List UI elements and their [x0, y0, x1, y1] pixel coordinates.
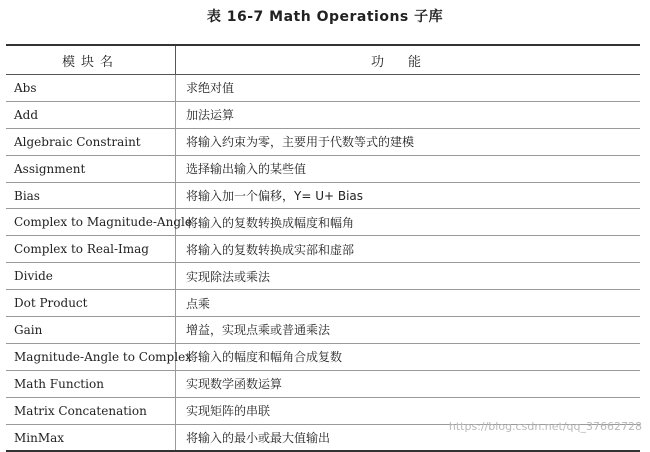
watermark: https://blog.csdn.net/qq_37662728 [448, 420, 642, 433]
function-cell: 将输入的幅度和幅角合成复数 [186, 350, 343, 365]
function-cell: 将输入的最小或最大值输出 [186, 431, 331, 446]
table-row [6, 129, 640, 156]
table-row [6, 75, 640, 102]
module-name-cell: Divide [6, 263, 176, 289]
table-row [6, 317, 640, 344]
function-cell: 增益，实现点乘或普通乘法 [186, 323, 331, 338]
function-cell: 将输入加一个偏移，Y= U+ Bias [186, 189, 364, 203]
table-row [6, 344, 640, 371]
function-cell: 实现数学函数运算 [186, 377, 283, 392]
function-cell: 将输入的复数转换成幅度和幅角 [186, 215, 355, 230]
table-row [6, 183, 640, 210]
function-cell: 求绝对值 [186, 81, 235, 96]
function-cell: 将输入约束为零，主要用于代数等式的建模 [186, 135, 415, 150]
function-cell: 选择输出输入的某些值 [186, 162, 307, 177]
module-name-cell: Magnitude-Angle to Complex [6, 344, 176, 370]
module-name-cell: Math Function [6, 371, 176, 397]
module-name-cell: Complex to Real-Imag [6, 236, 176, 262]
module-name-cell: Matrix Concatenation [6, 398, 176, 424]
math-operations-table [6, 44, 640, 452]
module-name-cell: Bias [6, 183, 176, 209]
function-cell: 实现矩阵的串联 [186, 404, 271, 419]
table-body [6, 75, 640, 450]
table-row [6, 236, 640, 263]
table-row [6, 209, 640, 236]
table-row [6, 290, 640, 317]
module-name-cell: Complex to Magnitude-Angle [6, 209, 176, 235]
header-function: 功能 [370, 54, 445, 70]
function-cell: 实现除法或乘法 [186, 269, 271, 284]
function-cell: 点乘 [186, 296, 211, 311]
table-row [6, 102, 640, 129]
header-module-name: 模块名 [6, 46, 176, 74]
module-name-cell: MinMax [6, 425, 176, 451]
table-caption: 表 16-7 Math Operations 子库 [206, 9, 444, 25]
module-name-cell: Assignment [6, 156, 176, 182]
table-row [6, 371, 640, 398]
table-header [6, 46, 640, 75]
module-name-cell: Gain [6, 317, 176, 343]
module-name-cell: Add [6, 102, 176, 128]
function-cell: 将输入的复数转换成实部和虚部 [186, 242, 355, 257]
table-row [6, 156, 640, 183]
module-name-cell: Abs [6, 75, 176, 101]
function-cell: 加法运算 [186, 108, 235, 123]
table-row [6, 263, 640, 290]
module-name-cell: Algebraic Constraint [6, 129, 176, 155]
module-name-cell: Dot Product [6, 290, 176, 316]
